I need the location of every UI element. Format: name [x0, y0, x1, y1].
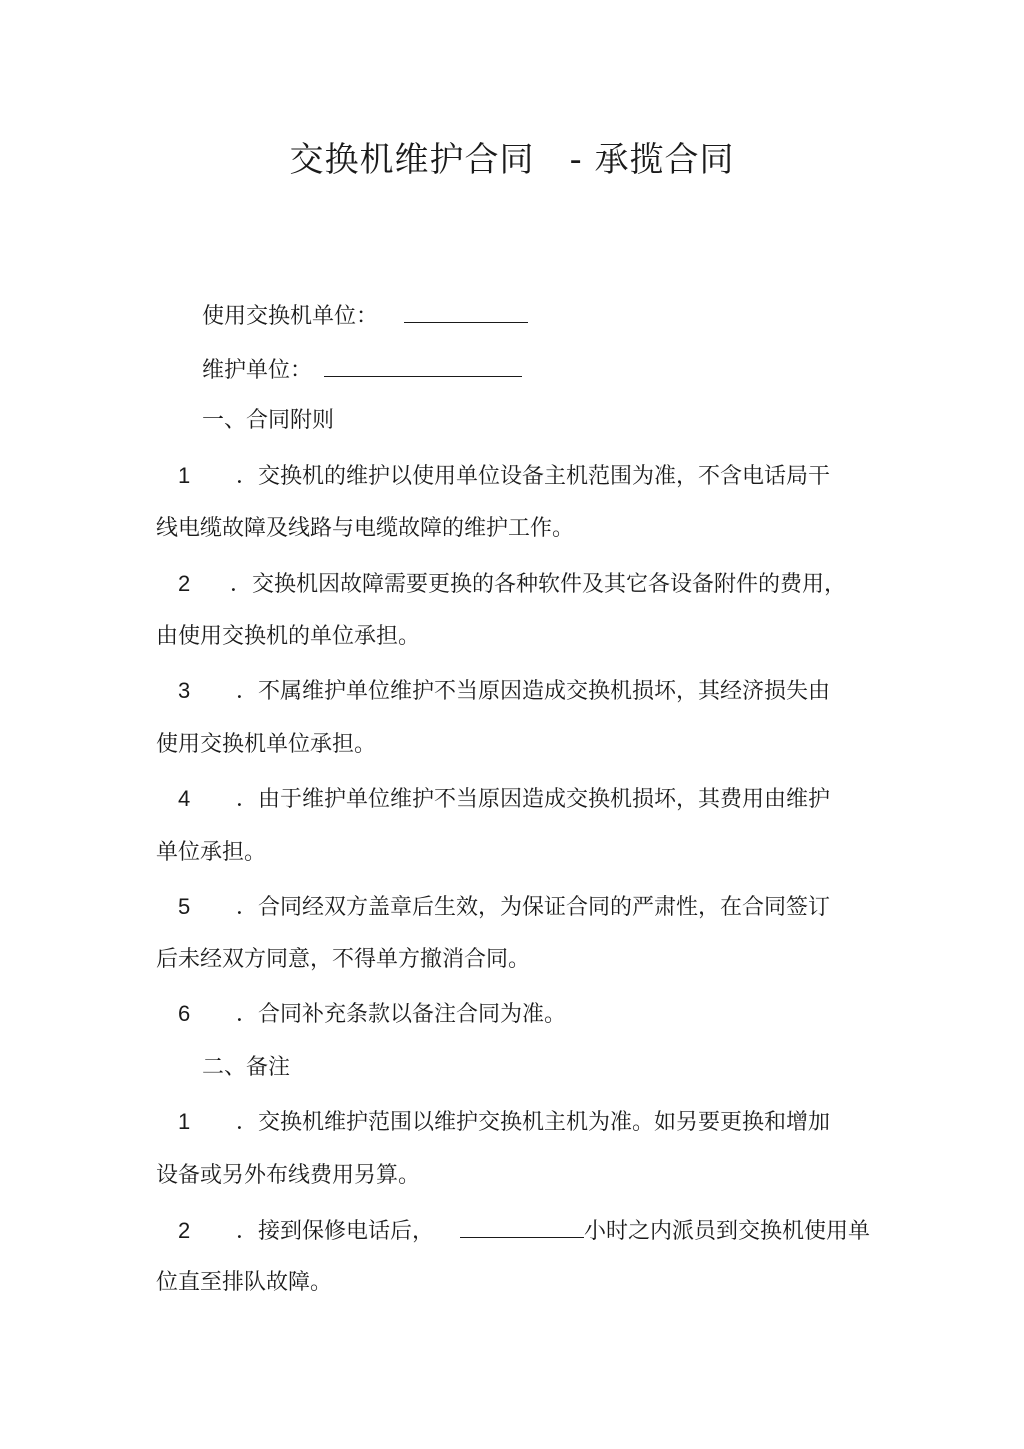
clause-text: ．合同经双方盖章后生效，为保证合同的严肃性，在合同签订 — [236, 895, 831, 920]
field-maintenance-unit-blank[interactable] — [324, 354, 522, 377]
clause-1-4-cont: 单位承担。 — [156, 840, 267, 865]
clause-number: 2 — [178, 571, 191, 596]
clause-text: ．交换机维护范围以维护交换机主机为准。如另要更换和增加 — [236, 1110, 831, 1135]
field-maintenance-unit-label: 维护单位： — [202, 358, 313, 383]
clause-1-6 — [178, 999, 566, 1030]
clause-1-4 — [178, 784, 830, 815]
clause-2-2-cont: 位直至排队故障。 — [156, 1270, 333, 1295]
section-heading-1: 一、合同附则 — [202, 408, 335, 433]
clause-1-3 — [178, 676, 830, 707]
clause-number: 4 — [178, 786, 191, 811]
clause-2-2 — [178, 1215, 870, 1247]
field-user-unit-blank[interactable] — [404, 300, 528, 323]
clause-1-1 — [178, 461, 830, 492]
clause-number: 1 — [178, 1109, 191, 1134]
clause-1-5 — [178, 892, 830, 923]
field-user-unit — [202, 300, 528, 332]
clause-number: 5 — [178, 894, 191, 919]
document-title: 交换机维护合同 - 承揽合同 — [289, 140, 735, 180]
clause-text: ．由于维护单位维护不当原因造成交换机损坏，其费用由维护 — [236, 787, 831, 812]
hours-blank[interactable] — [460, 1215, 584, 1238]
section-heading-2: 二、备注 — [202, 1055, 291, 1080]
clause-text: ．不属维护单位维护不当原因造成交换机损坏，其经济损失由 — [236, 679, 831, 704]
clause-text: ．合同补充条款以备注合同为准。 — [236, 1002, 567, 1027]
clause-text: ．交换机因故障需要更换的各种软件及其它各设备附件的费用， — [230, 572, 847, 597]
clause-2-1 — [178, 1107, 830, 1138]
clause-text: ．接到保修电话后， — [236, 1219, 435, 1244]
clause-1-2 — [178, 569, 846, 600]
clause-text: ．交换机的维护以使用单位设备主机范围为准，不含电话局干 — [236, 464, 831, 489]
clause-number: 3 — [178, 678, 191, 703]
clause-2-1-cont: 设备或另外布线费用另算。 — [156, 1163, 421, 1188]
field-user-unit-label: 使用交换机单位： — [202, 304, 379, 329]
clause-number: 1 — [178, 463, 191, 488]
clause-1-2-cont: 由使用交换机的单位承担。 — [156, 624, 421, 649]
clause-text-cont: 小时之内派员到交换机使用单 — [584, 1219, 871, 1244]
clause-number: 6 — [178, 1001, 191, 1026]
clause-number: 2 — [178, 1218, 191, 1243]
clause-1-3-cont: 使用交换机单位承担。 — [156, 732, 377, 757]
clause-1-1-cont: 线电缆故障及线路与电缆故障的维护工作。 — [156, 516, 575, 541]
field-maintenance-unit — [202, 354, 522, 386]
clause-1-5-cont: 后未经双方同意，不得单方撤消合同。 — [156, 947, 531, 972]
